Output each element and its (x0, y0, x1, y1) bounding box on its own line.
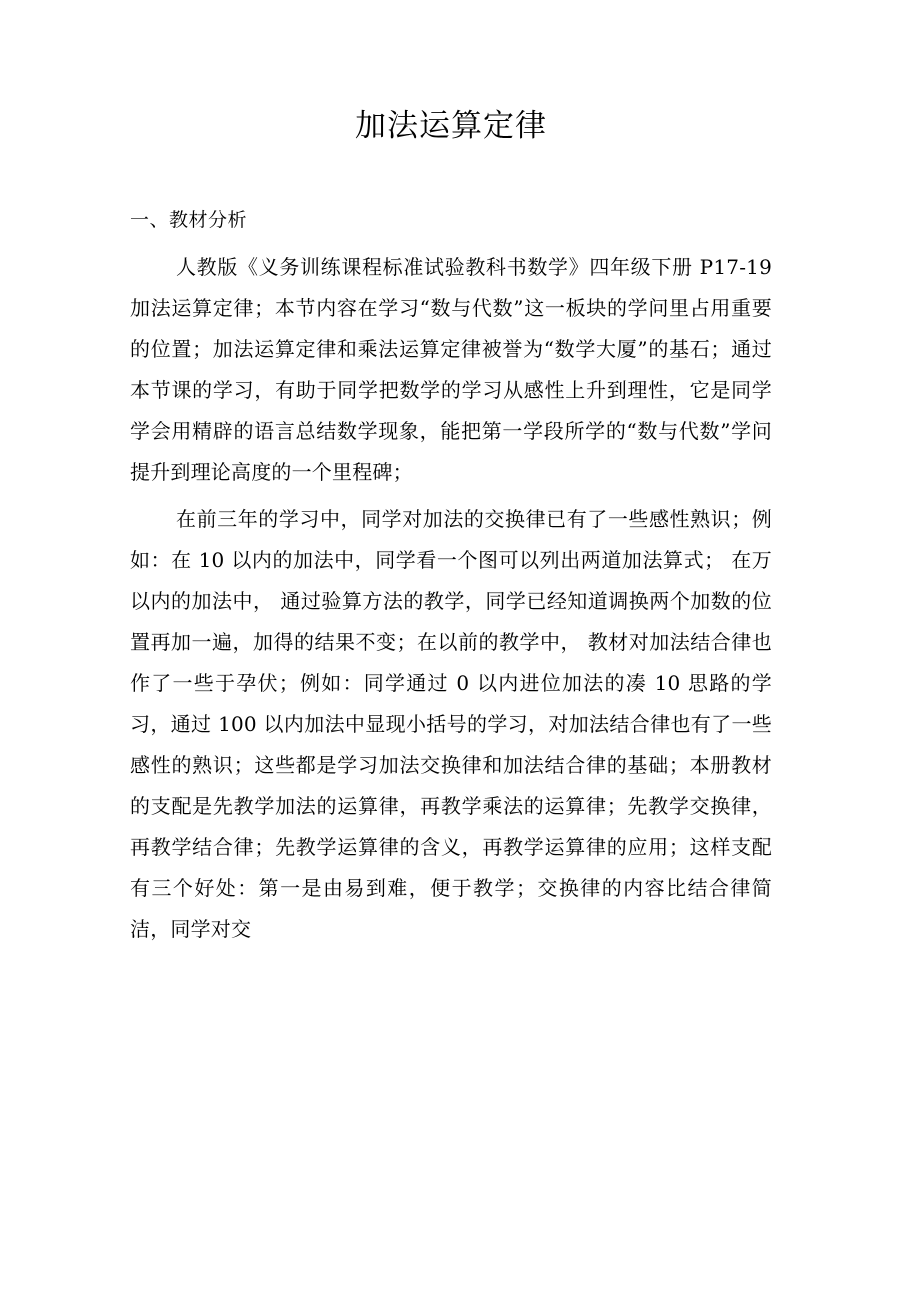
document-body (0, 207, 920, 950)
page-title: 加法运算定律 (355, 108, 547, 144)
paragraph-2: 在前三年的学习中，同学对加法的交换律已有了一些感性熟识；例如：在 10 以内的加法中，同学看一个图可以列出两道加法算式； 在万以内的加法中， 通过验算方法的教学，同学已经知道调换两个加数的位置再加一遍，加得的结果不变；在以前的教学中， 教材对加法结合律也作了一些于孕伏；例如：同学通过 0 以内进位加法的凑 10 思路的学习，通过 100 以内加法中显现小括号的学习，对加法结合律也有了一些感性的熟识；这些都是学习加法交换律和加法结合律的基础；本册教材的支配是先教学加法的运算律，再教学乘法的运算律；先教学交换律，再教学结合律；先教学运算律的含义，再教学运算律的应用；这样支配有三个好处：第一是由易到难，便于教学；交换律的内容比结合律简洁，同学对交 (130, 506, 772, 941)
paragraph-1: 人教版《义务训练课程标准试验教科书数学》四年级下册 P17-19 加法运算定律；本节内容在学习“数与代数”这一板块的学问里占用重要的位置；加法运算定律和乘法运算定律被誉为“数学大厦”的基石；通过本节课的学习，有助于同学把数学的学习从感性上升到理性，它是同学学会用精辟的语言总结数学现象，能把第一学段所学的“数与代数”学问提升到理论高度的一个里程碑； (130, 254, 772, 484)
section-heading-teaching-material-analysis: 一、教材分析 (130, 209, 248, 232)
